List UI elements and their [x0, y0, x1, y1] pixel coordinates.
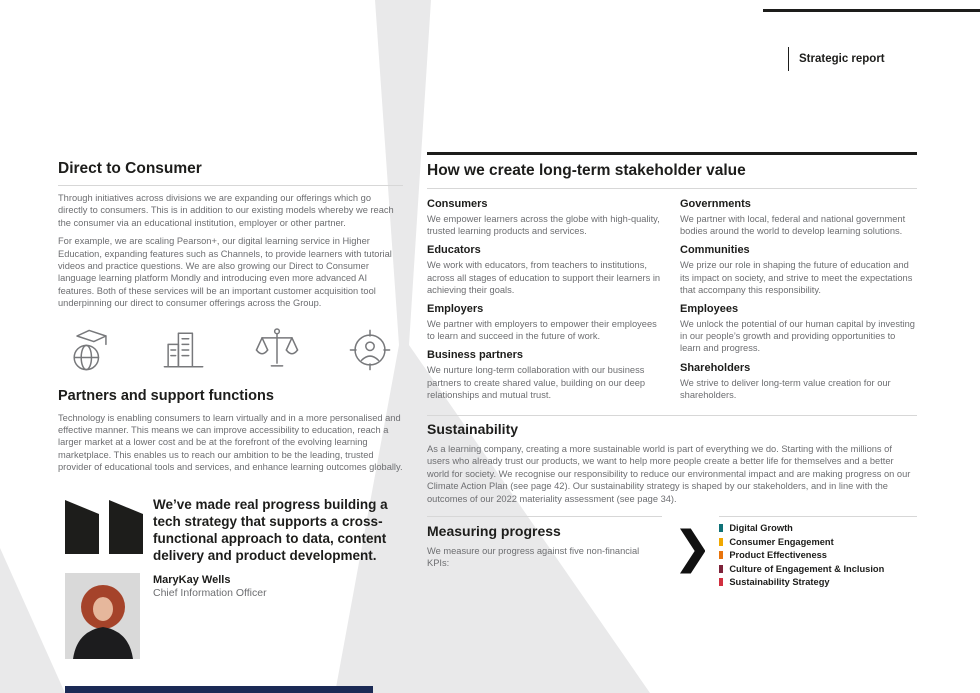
- quote-author-name: MaryKay Wells: [153, 573, 231, 586]
- stakeholder-item-shareholders: [680, 362, 917, 401]
- quote-author-role: Chief Information Officer: [153, 586, 267, 599]
- stakeholder-title: Educators: [427, 244, 481, 257]
- kpi-color-marker: [719, 524, 723, 532]
- direct-to-consumer-paragraph-2: For example, we are scaling Pearson+, our digital learning service in Higher Education, expanding features such as Channels, to provide learners with tutorial videos and practice questions. We are also growing our Direct to Consumer language learning platform Mondly and introducing even more advanced AI features. Both of these services will be an important customer acquisition tool underpinning our direct to consumer offerings across the Group.: [58, 236, 392, 309]
- measuring-progress-intro: We measure our progress against five non-financial KPIs:: [427, 546, 640, 569]
- quote-block: [65, 496, 403, 676]
- measuring-progress-section: [427, 516, 917, 591]
- kpi-list: [719, 516, 917, 591]
- stakeholder-body: We nurture long-term collaboration with our business partners to create shared value, building on our deep relationships and mutual trust.: [427, 365, 646, 400]
- quote-body: [153, 496, 405, 599]
- stakeholder-body: We work with educators, from teachers to institutions, across all stages of education to support their learners in achieving their goals.: [427, 260, 661, 295]
- kpi-row: [719, 577, 917, 587]
- kpi-color-marker: [719, 565, 723, 573]
- stakeholder-value-title: How we create long-term stakeholder value: [427, 162, 746, 179]
- icon-row: [62, 322, 399, 378]
- kpi-label: Digital Growth: [729, 523, 793, 534]
- stakeholder-item-business-partners: [427, 349, 667, 401]
- portrait-photo: [65, 573, 140, 659]
- divider: [427, 516, 662, 517]
- stakeholder-title: Governments: [680, 198, 751, 210]
- stakeholder-title: Employees: [680, 303, 739, 316]
- left-column: [58, 160, 403, 676]
- right-column: [427, 152, 917, 591]
- stakeholder-title: Shareholders: [680, 361, 751, 374]
- stakeholder-body: We prize our role in shaping the future of education and its impact on society, and strive to meet the expectations that accompany this responsibility.: [680, 260, 913, 295]
- partners-body: Technology is enabling consumers to learn virtually and in a more personalised and effective manner. This means we can improve accessibility to education, reach a larger market at a lower cost and be at the forefront of the evolving learning marketplace. This enables us to reach our ambition to be the leading, trusted provider of educational tools and services, and enhance learning outcomes globally.: [58, 412, 403, 473]
- stakeholder-body: We unlock the potential of our human capital by investing in our people’s growth and providing opportunities to learn and progress.: [680, 319, 915, 354]
- stakeholder-title: Employers: [427, 303, 484, 316]
- talent-target-icon: [341, 322, 399, 378]
- stakeholder-title: Business partners: [427, 349, 523, 362]
- measuring-progress-left: [427, 516, 662, 591]
- top-corner-rule: [763, 9, 980, 12]
- kpi-label: Product Effectiveness: [729, 550, 827, 561]
- kpi-label: Consumer Engagement: [729, 536, 834, 547]
- sustainability-title: Sustainability: [427, 421, 519, 438]
- divider: [427, 188, 917, 189]
- scales-icon: [248, 322, 306, 378]
- divider: [719, 516, 917, 517]
- kpi-row: [719, 564, 917, 574]
- stakeholder-item-governments: [680, 198, 917, 237]
- stakeholder-item-consumers: [427, 198, 667, 237]
- measuring-progress-title: Measuring progress: [427, 523, 561, 540]
- direct-to-consumer-title: Direct to Consumer: [58, 160, 202, 177]
- kpi-row: [719, 537, 917, 547]
- stakeholder-column-2: [680, 196, 917, 401]
- buildings-icon: [155, 322, 213, 378]
- direct-to-consumer-paragraph-1: Through initiatives across divisions we are expanding our offerings which go directly to consumers. This is in addition to our existing models whereby we reach the consumer via an educational institution, employer or other partner.: [58, 193, 394, 228]
- stakeholder-title: Communities: [680, 244, 750, 257]
- stakeholder-column-1: [427, 196, 667, 401]
- kpi-label: Culture of Engagement & Inclusion: [729, 563, 885, 574]
- sustainability-body: As a learning company, creating a more sustainable world is part of everything we do. Starting with the millions of users who already trust our products, we want to help more people create a better life for themselves and a better world for society. We recognise our responsibility to reduce our environmental impact and are making progress on our Climate Action Plan (see page 42). Our sustainability strategy is shaped by our stakeholders, and in line with the outcomes of our 2022 materiality assessment (see page 34).: [427, 444, 911, 504]
- quote-text: We’ve made real progress building a tech strategy that supports a cross-functional approach to data, content delivery and product development.: [153, 496, 388, 563]
- stakeholder-item-employees: [680, 303, 917, 355]
- section-label: Strategic report: [788, 47, 885, 71]
- stakeholder-grid: [427, 196, 917, 401]
- stakeholder-body: We empower learners across the globe with high-quality, trusted learning products and services.: [427, 214, 660, 237]
- divider: [427, 415, 917, 416]
- heading-rule: [427, 152, 917, 155]
- arrow-right-icon: [680, 528, 705, 574]
- kpi-rows: [719, 523, 917, 587]
- stakeholder-title: Consumers: [427, 198, 488, 210]
- stakeholder-body: We strive to deliver long-term value creation for our shareholders.: [680, 377, 891, 400]
- kpi-color-marker: [719, 538, 723, 546]
- kpi-row: [719, 523, 917, 533]
- graduation-globe-icon: [62, 322, 120, 378]
- partners-title: Partners and support functions: [58, 387, 274, 404]
- stakeholder-body: We partner with employers to empower their employees to learn and succeed in the future of work.: [427, 319, 657, 342]
- stakeholder-item-communities: [680, 244, 917, 296]
- kpi-color-marker: [719, 578, 723, 586]
- sustainability-section: [427, 415, 917, 505]
- kpi-color-marker: [719, 551, 723, 559]
- kpi-label: Sustainability Strategy: [729, 577, 830, 588]
- kpi-row: [719, 550, 917, 560]
- partners-section: [58, 388, 403, 474]
- footer-navy-bar: [65, 686, 373, 693]
- stakeholder-item-educators: [427, 244, 667, 296]
- stakeholder-body: We partner with local, federal and national government bodies around the world to develop learning solutions.: [680, 214, 906, 237]
- stakeholder-item-employers: [427, 303, 667, 342]
- quotation-mark-icon: [65, 498, 143, 554]
- divider: [58, 185, 403, 186]
